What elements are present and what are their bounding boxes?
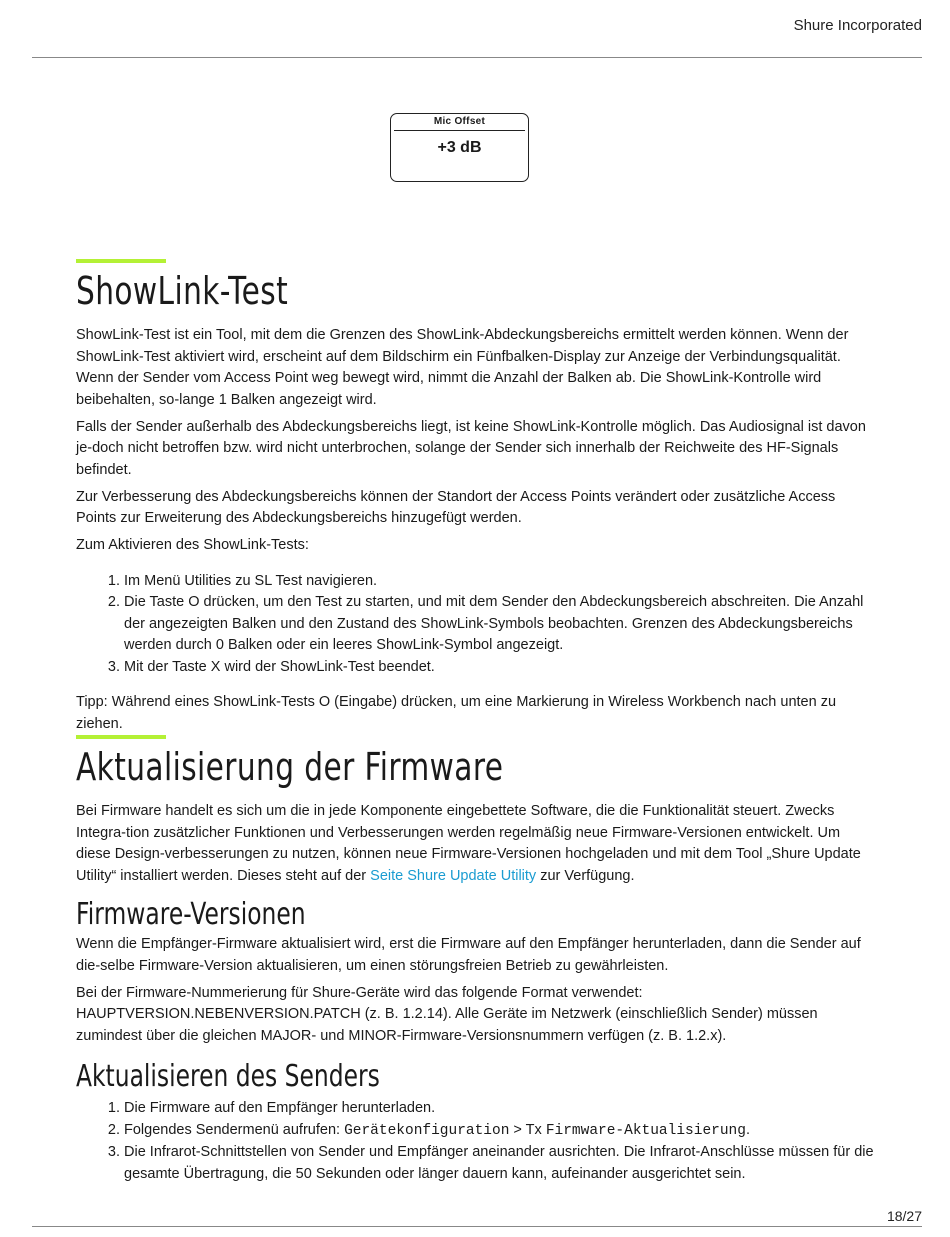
showlink-paragraph-1: ShowLink-Test ist ein Tool, mit dem die Grenzen des ShowLink-Abdeckungsbereichs ermittelt werden können. Wenn der ShowLink-Test aktiviert wird, erscheint auf dem Bildschirm ein Fünfbalken-Display zur Anzeige der Verbindungsqualität. Wenn der Sender vom Access Point weg bewegt wird, nimmt die Anzahl der Balken ab. Die ShowLink-Kontrolle wird beibehalten, so-lange 1 Balken angezeigt wird. (76, 327, 849, 408)
page-number: 18/27 (886, 1208, 922, 1224)
section-accent-bar (76, 735, 166, 739)
menu-path-device-config: Gerätekonfiguration (344, 1122, 510, 1139)
list-item: 2. Die Taste O drücken, um den Test zu starten, und mit dem Sender den Abdeckungsbereich abschreiten. Die Anzahl der angezeigten Balken und den Zustand des ShowLink-Symbols beobachten. Grenzen des Abdeckungsbereichs werden durch 0 Balken oder ein leeres ShowLink-Symbol angezeigt. (124, 592, 876, 657)
lcd-value: +3 dB (437, 139, 482, 156)
footer-rule (32, 1226, 922, 1227)
list-item: 3. Die Infrarot-Schnittstellen von Sender und Empfänger aneinander ausrichten. Die Infrarot-Anschlüsse müssen für die gesamte Übertragung, die 50 Sekunden oder länger dauern kann, aufeinander ausgerichtet sein. (124, 1142, 876, 1185)
showlink-paragraph-2: Falls der Sender außerhalb des Abdeckungsbereichs liegt, ist keine ShowLink-Kontrolle möglich. Das Audiosignal ist davon je-doch nicht betroffen bzw. wird nicht unterbrochen, solange der Sender sich innerhalb der Reichweite des HF-Signals befindet. (76, 418, 866, 478)
step2-separator: > Tx (509, 1121, 546, 1138)
firmware-p1-text-end: zur Verfügung. (536, 867, 635, 884)
shure-update-utility-link[interactable]: Seite Shure Update Utility (370, 867, 537, 884)
firmware-versions-paragraph-2: Bei der Firmware-Nummerierung für Shure-Geräte wird das folgende Format verwendet: HAUPTVERSION.NEBENVERSION.PATCH (z. B. 1.2.14). Alle Geräte im Netzwerk (einschließlich Sender) müssen zumindest über die gleichen MAJOR- und MINOR-Firmware-Versionsnummern verfügen (z. B. 1.2.x). (76, 984, 818, 1044)
lcd-display-illustration (390, 113, 529, 182)
firmware-p1-text: Bei Firmware handelt es sich um die in jede Komponente eingebettete Software, die die Funktionalität steuert. Zwecks Integra-tion zusätzlicher Funktionen und Verbesserungen werden regelmäßig neue Firmware-Versionen entwickelt. Um diese Design-verbesserungen zu nutzen, können neue Firmware-Versionen hochgeladen und mit dem Tool „Shure Update Utility“ installiert werden. Dieses steht auf der (76, 803, 861, 884)
section-firmware-update (76, 735, 876, 1185)
section-title-showlink-test: ShowLink-Test (76, 269, 289, 313)
menu-path-firmware-update: Firmware-Aktualisierung (545, 1122, 746, 1139)
update-transmitter-steps-list (76, 1098, 876, 1185)
list-item: 1. Die Firmware auf den Empfänger herunterladen. (124, 1098, 876, 1120)
showlink-paragraph-4: Zum Aktivieren des ShowLink-Tests: (76, 537, 309, 553)
section-showlink-test (76, 259, 876, 741)
lcd-title: Mic Offset (433, 116, 486, 127)
header-company: Shure Incorporated (793, 17, 922, 34)
firmware-paragraph-1 (76, 801, 876, 887)
showlink-tip: Tipp: Während eines ShowLink-Tests O (Eingabe) drücken, um eine Markierung in Wireless Workbench nach unten zu ziehen. (76, 694, 837, 732)
showlink-steps-list (76, 571, 876, 679)
section-accent-bar (76, 259, 166, 263)
header-rule (32, 57, 922, 58)
subsection-title-update-transmitter: Aktualisieren des Senders (76, 1059, 380, 1094)
lcd-divider (394, 130, 525, 131)
step2-text: Folgendes Sendermenü aufrufen: (124, 1121, 345, 1138)
subsection-title-firmware-versions: Firmware-Versionen (76, 897, 306, 932)
step2-text-end: . (745, 1121, 750, 1138)
list-item: 3. Mit der Taste X wird der ShowLink-Test beendet. (124, 657, 876, 679)
list-item: 1. Im Menü Utilities zu SL Test navigieren. (124, 571, 876, 593)
showlink-paragraph-3: Zur Verbesserung des Abdeckungsbereichs können der Standort der Access Points verändert oder zusätzliche Access Points zur Erweiterung des Abdeckungsbereichs hinzugefügt werden. (76, 488, 836, 526)
list-item (124, 1120, 876, 1143)
firmware-versions-paragraph-1: Wenn die Empfänger-Firmware aktualisiert wird, erst die Firmware auf den Empfänger herunterladen, dann die Sender auf die-selbe Firmware-Version aktualisieren, um einen störungsfreien Betrieb zu gewährleisten. (76, 936, 861, 974)
section-title-firmware-update: Aktualisierung der Firmware (76, 745, 504, 789)
